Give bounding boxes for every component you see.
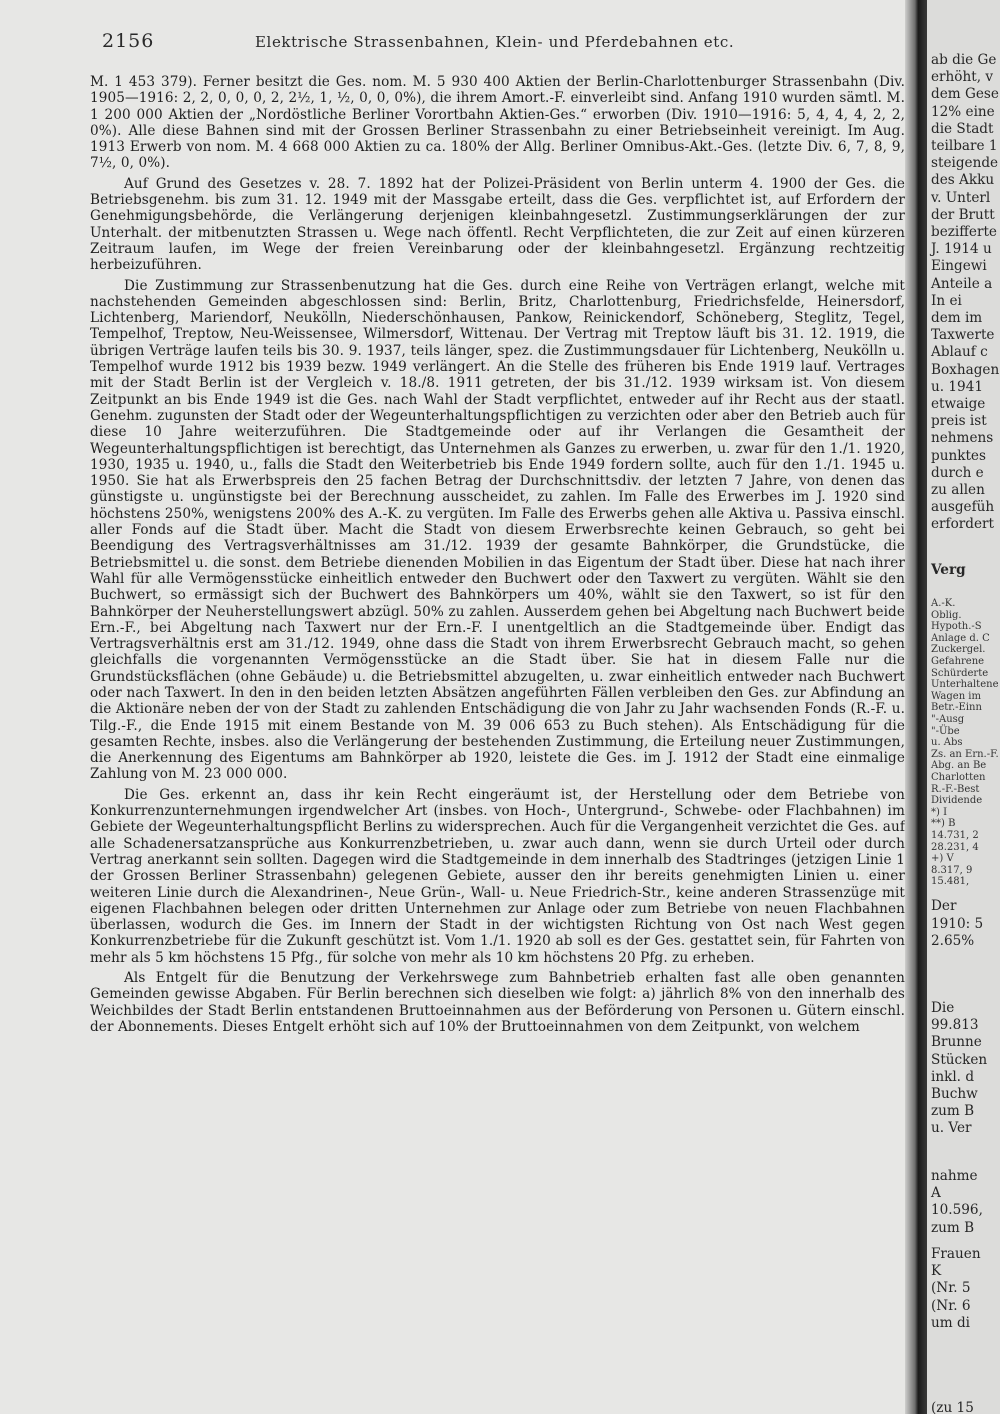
neighbor-page-line: zu allen	[931, 482, 985, 498]
neighbor-page-line: Schürderte	[931, 667, 989, 679]
neighbor-page-line: 1910: 5	[931, 915, 984, 932]
neighbor-page-line: des Akku	[931, 172, 995, 189]
neighbor-page-line: nehmens	[931, 430, 994, 447]
neighbor-page-line: Gefahrene	[931, 656, 985, 667]
neighbor-page-line: K	[931, 1263, 942, 1280]
neighbor-page-line: Eingewi	[931, 258, 987, 275]
neighbor-page-line: u. 1941	[931, 378, 983, 395]
neighbor-page-line: preis ist	[931, 413, 987, 430]
neighbor-page-line: 99.813	[931, 1017, 979, 1034]
neighbor-page-line: (Nr. 5	[931, 1280, 971, 1297]
neighbor-page-line: Frauen	[931, 1246, 981, 1262]
neighbor-page-line: Oblig.	[931, 609, 962, 621]
body-text	[90, 74, 905, 1035]
neighbor-page-line: zum B	[931, 1219, 975, 1236]
neighbor-page-line: Unterhaltene	[931, 679, 999, 691]
page-header	[90, 30, 905, 60]
neighbor-page-line: erhöht, v	[931, 69, 994, 86]
page-number: 2156	[102, 30, 155, 52]
neighbor-page-line: "-Ausg	[931, 714, 965, 725]
neighbor-page-line: Zs. an Ern.-F.	[931, 748, 999, 760]
adjacent-page-fragment	[927, 0, 1000, 1414]
neighbor-page-line: nahme	[931, 1168, 978, 1184]
page-gutter-shadow	[905, 0, 927, 1414]
neighbor-page-line: etwaige	[931, 396, 986, 412]
paragraph: Auf Grund des Gesetzes v. 28. 7. 1892 hat der Polizei-Präsident von Berlin unterm 4. 1900 der Ges. die Betriebsgenehm. bis zum 31. 12. 1949 mit der Massgabe erteilt, dass die Ges. verpflichtet ist, auf Erfordern der Genehmigungsbehörde, die Verlängerung derjenigen kleinbahngesetzl. Zustimmungserklärungen der zur Unterhalt. der mitbenutzten Strassen u. Wege nach öffentl. Recht Verpflichteten, die zur Zeit auf einen kürzeren Zeitraum laufen, im Wege der freien Vereinbarung oder der kleinbahngesetzl. Ergänzung rechtzeitig herbeizuführen.	[90, 175, 905, 274]
neighbor-page-line: (Nr. 6	[931, 1297, 971, 1314]
neighbor-page-line: A.-K.	[931, 598, 956, 609]
neighbor-page-line: In ei	[931, 292, 962, 309]
neighbor-page-line: Brunne	[931, 1034, 982, 1051]
neighbor-page-line: 15.481,	[931, 876, 970, 888]
neighbor-page-line: Der	[931, 898, 957, 914]
neighbor-page-line: Die	[931, 1000, 955, 1016]
neighbor-page-line: um di	[931, 1314, 971, 1331]
neighbor-page-line: Verg	[931, 562, 966, 578]
neighbor-page-line: erfordert	[931, 516, 994, 533]
paragraph: M. 1 453 379). Ferner besitzt die Ges. nom. M. 5 930 400 Aktien der Berlin-Charlottenburger Strassenbahn (Div. 1905—1916: 2, 2, 0, 0, 0, 2, 2½, 1, ½, 0, 0, 0%), die ihrem Amort.-F. einverleibt sind. Anfang 1910 wurden sämtl. M. 1 200 000 Aktien der „Nordöstliche Berliner Vorortbahn Aktien-Ges.“ erworben (Div. 1910—1916: 5, 4, 4, 4, 2, 2, 0%). Alle diese Bahnen sind mit der Grossen Berliner Strassenbahn zu einer Betriebseinheit vereinigt. Im Aug. 1913 Erwerb von nom. M. 4 668 000 Aktien zu ca. 180% der Allg. Berliner Omnibus-Akt.-Ges. (letzte Div. 6, 7, 8, 9, 7½, 0, 0%).	[90, 74, 905, 172]
paragraph: Die Ges. erkennt an, dass ihr kein Recht eingeräumt ist, der Herstellung oder dem Betriebe von Konkurrenzunternehmungen irgendwelcher Art (insbes. von Hoch-, Untergrund-, Schwebe- oder Flachbahnen) im Gebiete der Wegeunterhaltungspflicht Berlins zu widersprechen. Auch für die Vergangenheit verzichtet die Ges. auf alle Schadenersatzansprüche aus Konkurrenzbetrieben, u. zwar auch dann, wenn sie durch Urteil oder durch Vertrag anerkannt sein sollten. Dagegen wird die Stadtgemeinde in dem innerhalb des Stadtringes (jetzigen Linie 1 der Grossen Berliner Strassenbahn) gelegenen Gebiete, ausser den ihr bereits genehmigten Linien u. einer weiteren Linie durch die Alexandrinen-, Neue Grün-, Wall- u. Neue Friedrich-Str., keine anderen Strassenzüge mit eigenen Flachbahnen belegen oder dritten Unternehmen zur Anlage oder zum Betriebe von neuen Flachbahnen überlassen, wodurch die Ges. im Innern der Stadt in der wichtigsten Richtung von Ost nach West gegen Konkurrenzbetriebe für die Zukunft geschützt ist. Vom 1./1. 1920 ab soll es der Ges. gestattet sein, für Fahrten von mehr als 5 km höchstens 15 Pfg., für solche von mehr als 10 km höchstens 20 Pfg. zu erheben.	[90, 786, 905, 966]
neighbor-page-line: Betr.-Einn	[931, 702, 982, 714]
neighbor-page-line: v. Unterl	[931, 189, 991, 206]
neighbor-page-line: Boxhagen	[931, 361, 1000, 378]
neighbor-page-line: Wagen im	[931, 690, 981, 702]
neighbor-page-line: 10.596,	[931, 1202, 983, 1219]
neighbor-page-line: Abg. an Be	[931, 760, 987, 772]
neighbor-page-line: Buchw	[931, 1086, 978, 1102]
neighbor-page-line: +) V	[931, 853, 954, 865]
neighbor-page-line: 12% eine	[931, 103, 995, 120]
neighbor-page-line: Dividende	[931, 795, 983, 807]
neighbor-page-line: inkl. d	[931, 1068, 975, 1085]
neighbor-page-line: ab die Ge	[931, 52, 997, 68]
neighbor-page-line: steigende	[931, 155, 999, 172]
paragraph: Die Zustimmung zur Strassenbenutzung hat die Ges. durch eine Reihe von Verträgen erlangt, welche mit nachstehenden Gemeinden abgeschlossen sind: Berlin, Britz, Charlottenburg, Friedrichsfelde, Heinersdorf, Lichtenberg, Mariendorf, Neukölln, Niederschönhausen, Pankow, Reinickendorf, Schöneberg, Steglitz, Tegel, Tempelhof, Treptow, Neu-Weissensee, Wilmersdorf, Wittenau. Der Vertrag mit Treptow läuft bis 31. 12. 1919, die übrigen Verträge laufen teils bis 30. 9. 1937, teils länger, spez. die Zustimmungsdauer für Lichtenberg, Neukölln u. Tempelhof wurde 1912 bis 1939 bezw. 1949 verlängert. An die Stelle des früheren bis Ende 1919 lauf. Vertrages mit der Stadt Berlin ist der Vergleich v. 18./8. 1911 getreten, der bis 31./12. 1939 wirksam ist. Von diesem Zeitpunkt an bis Ende 1949 ist die Ges. nach Wahl der Stadt verpflichtet, entweder auf ihr Recht aus der staatl. Genehm. zugunsten der Stadt oder der Wegeunterhaltungspflichtigen zu verzichten oder aber den Betrieb auch für diese 10 Jahre weiterzuführen. Die Stadtgemeinde oder auf ihr Verlangen die Gesamtheit der Wegeunterhaltungspflichtigen ist berechtigt, das Unternehmen als Ganzes zu erwerben, u. zwar für den 1./1. 1920, 1930, 1935 u. 1940, u., falls die Stadt den Weiterbetrieb bis Ende 1949 fordern sollte, auch für den 1./1. 1945 u. 1950. Sie hat als Erwerbspreis den 25 fachen Betrag der Durchschnittsdiv. der letzten 7 Jahre, von denen das günstigste u. ungünstigste bei der Berechnung ausscheidet, zu zahlen. Im Falle des Erwerbes im J. 1920 sind höchstens 250%, wenigstens 200% des A.-K. zu vergüten. Im Falle des Erwerbs gehen alle Aktiva u. Passiva einschl. aller Fonds auf die Stadt über. Macht die Stadt von diesem Erwerbsrechte keinen Gebrauch, so geht bei Beendigung des Vertragsverhältnisses am 31./12. 1939 der gesamte Bahnkörper, die Grundstücke, die Betriebsmittel u. die sonst. dem Betriebe dienenden Mobilien in das Eigentum der Stadt über. Diese hat nach ihrer Wahl für alle Vermögensstücke einheitlich entweder den Buchwert oder den Taxwert zu vergüten. Wählt sie den Buchwert, so ermässigt sich der Buchwert des Bahnkörpers um 40%, wählt sie den Taxwert, so ist für den Bahnkörper der Neuherstellungswert abzügl. 50% zu zahlen. Ausserdem gehen bei Abgeltung nach Buchwert beide Ern.-F., bei Abgeltung nach Taxwert nur der Ern.-F. I unentgeltlich an die Stadtgemeinde über. Endigt das Vertragsverhältnis erst am 31./12. 1949, ohne dass die Stadt von ihrem Erwerbsrecht Gebrauch macht, so gehen gleichfalls die vorgenannten Vermögensstücke an die Stadt über. Sie hat in diesem Falle nur die Grundstücksflächen (ohne Gebäude) u. die Betriebsmittel abzugelten, u. zwar einheitlich entweder nach Buchwert oder nach Taxwert. In den in den beiden letzten Absätzen angeführten Fällen verbleiben den Ges. zur Abfindung an die Aktionäre neben der von der Stadt zu zahlenden Entschädigung die von Jahr zu Jahr wachsenden Fonds (R.-F. u. Tilg.-F., die Ende 1915 mit einem Bestande von M. 39 006 653 zu Buch stehen). Als Entschädigung für die gesamten Rechte, insbes. also die Verlängerung der bestehenden Zustimmung, die Erteilung neuer Zustimmungen, die Anerkennung des Eigentums am Bahnkörper ab 1920, leistete die Ges. im J. 1912 der Stadt eine einmalige Zahlung von M. 23 000 000.	[90, 277, 905, 783]
paragraph: Als Entgelt für die Benutzung der Verkehrswege zum Bahnbetrieb erhalten fast alle oben genannten Gemeinden gewisse Abgaben. Für Berlin berechnen sich dieselben wie folgt: a) jährlich 8% von den innerhalb des Weichbildes der Stadt Berlin entstandenen Bruttoeinnahmen aus der Beförderung von Personen u. Gütern einschl. der Abonnements. Dieses Entgelt erhöht sich auf 10% der Bruttoeinnahmen von dem Zeitpunkt, von welchem	[90, 970, 905, 1035]
neighbor-page-line: (zu 15	[931, 1400, 974, 1414]
neighbor-page-line: **) B	[931, 818, 956, 830]
neighbor-page-line: die Stadt	[931, 120, 994, 137]
neighbor-page-line: Charlotten	[931, 772, 986, 783]
neighbor-page-line: 28.231, 4	[931, 841, 979, 853]
neighbor-page-line: dem Gese	[931, 86, 999, 103]
running-head: Elektrische Strassenbahnen, Klein- und Pferdebahnen etc.	[255, 33, 735, 51]
neighbor-page-line: der Brutt	[931, 206, 995, 223]
main-column	[90, 30, 905, 1039]
neighbor-page-line: durch e	[931, 464, 984, 481]
neighbor-page-line: zum B	[931, 1103, 975, 1120]
neighbor-page-line: Anlage d. C	[931, 632, 990, 644]
neighbor-page-line: R.-F.-Best	[931, 783, 980, 795]
neighbor-page-line: u. Abs	[931, 737, 963, 749]
neighbor-page-line: Zuckergel.	[931, 644, 986, 656]
neighbor-page-line: Hypoth.-S	[931, 621, 982, 633]
neighbor-page-line: 8.317, 9	[931, 864, 973, 876]
neighbor-page-line: u. Ver	[931, 1120, 972, 1137]
neighbor-page-line: *) I	[931, 806, 948, 818]
neighbor-page-line: "-Übe	[931, 725, 960, 737]
neighbor-page-line: bezifferte	[931, 224, 997, 240]
neighbor-page-line: Taxwerte	[931, 327, 995, 344]
neighbor-page-line: punktes	[931, 447, 986, 464]
neighbor-page-line: ausgefüh	[931, 499, 995, 516]
neighbor-page-line: dem im	[931, 310, 983, 326]
neighbor-page-line: 2.65%	[931, 933, 975, 950]
neighbor-page-line: Anteile a	[931, 275, 993, 292]
neighbor-page-line: A	[931, 1185, 941, 1202]
neighbor-page-line: teilbare 1	[931, 138, 998, 154]
neighbor-page-line: 14.731, 2	[931, 830, 979, 841]
neighbor-page-line: Stücken	[931, 1051, 988, 1068]
neighbor-page-line: J. 1914 u	[931, 241, 992, 258]
neighbor-page-line: Ablauf c	[931, 344, 988, 361]
